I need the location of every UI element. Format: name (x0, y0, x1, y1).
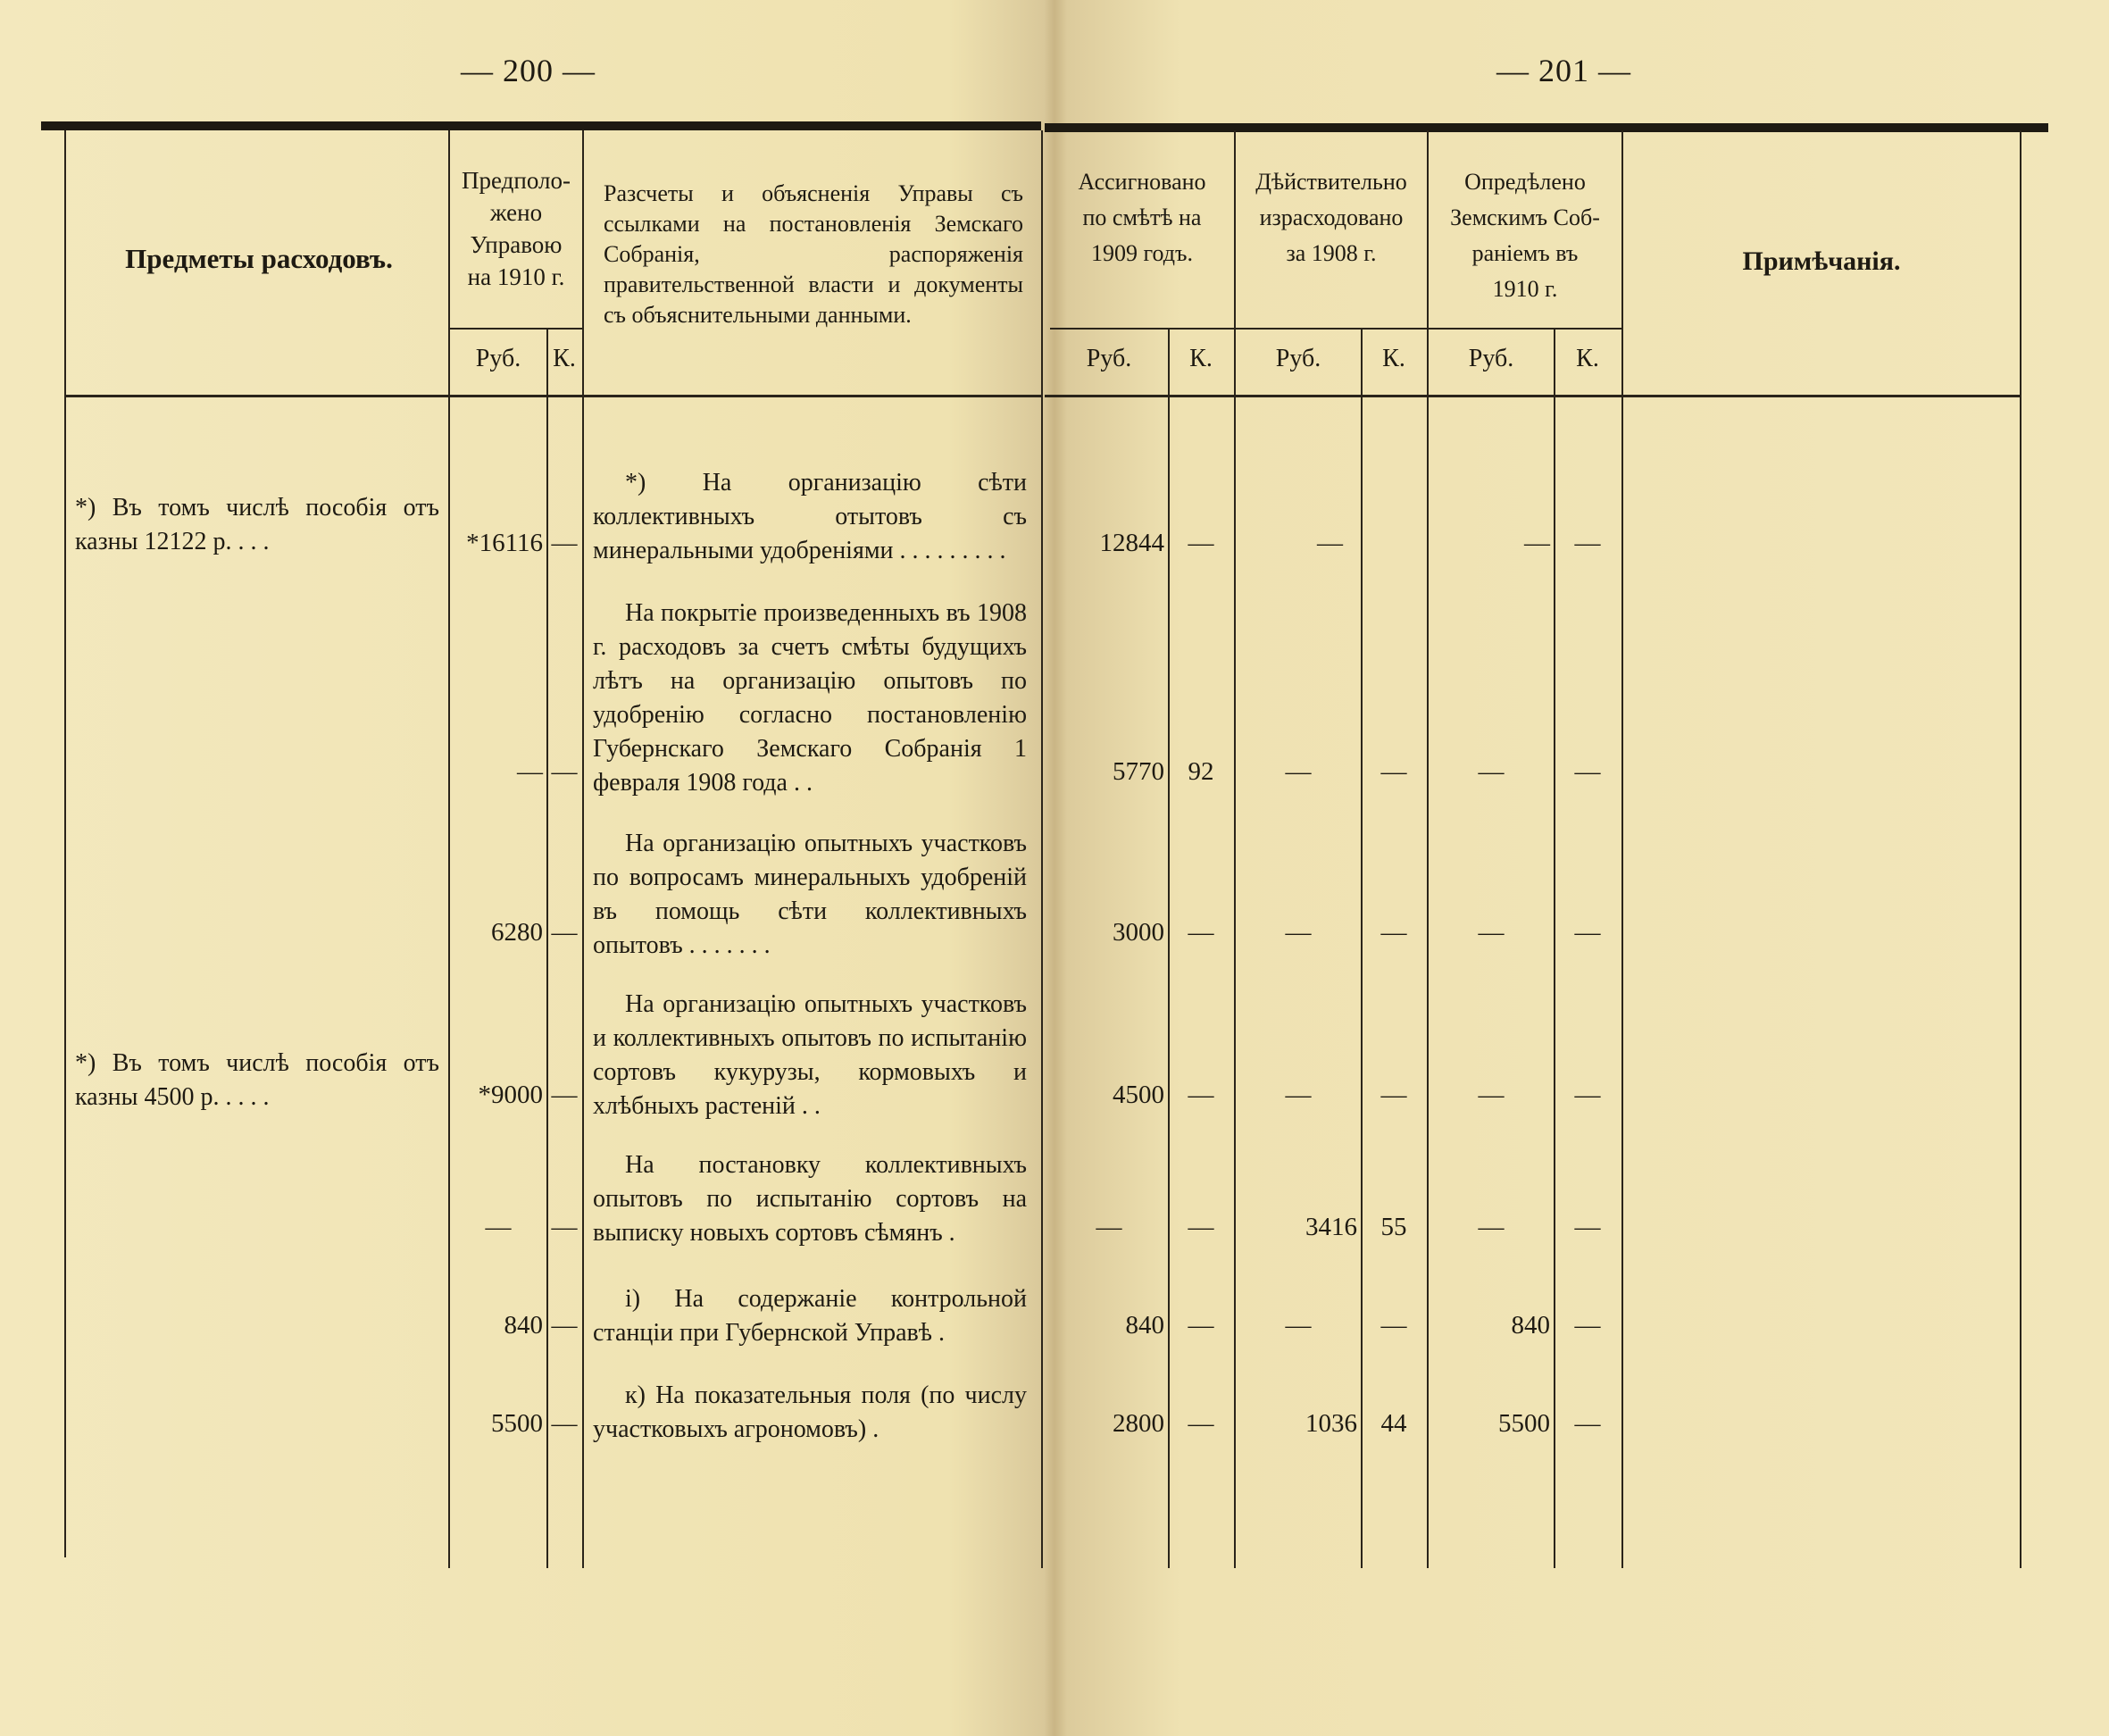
col-line-determined (1621, 130, 1623, 1568)
cell-prop-rub: 840 (504, 1311, 543, 1340)
cell-det-rub: 5500 (1498, 1409, 1550, 1438)
cell-prop-rub: *16116 (466, 529, 543, 557)
cell-prop-rub: 5500 (491, 1409, 543, 1438)
row-text: На организацію опытныхъ участковъ по вопросамъ минеральныхъ удобреній въ помощь сѣти коллективныхъ опытовъ . . . . . . . (593, 830, 1027, 959)
header-spent: Дѣйствительно израсходовано за 1908 г. (1255, 169, 1407, 266)
cell-det-rub: — (1478, 1081, 1505, 1109)
cell-det-rub: 840 (1511, 1311, 1550, 1340)
cell-asg-rub: — (1096, 1213, 1122, 1241)
cell-sp-rub: 3416 (1305, 1213, 1357, 1241)
cell-asg-rub: 3000 (1113, 918, 1164, 947)
cell-sp-rub: — (1317, 529, 1343, 557)
cell-det-rub: — (1478, 918, 1505, 947)
col-line-right-edge (2020, 130, 2021, 1568)
cell-asg-rub: 4500 (1113, 1081, 1164, 1109)
cell-asg-rub: 2800 (1113, 1409, 1164, 1438)
header-bottom-rule-left (64, 395, 1041, 397)
cell-det-kop: — (1574, 529, 1601, 557)
unit-prop-kop: К. (553, 345, 576, 372)
cell-asg-rub: 12844 (1099, 529, 1164, 557)
cell-sp-rub: — (1285, 1081, 1312, 1109)
cell-sp-kop: — (1380, 1311, 1407, 1340)
header-assigned: Ассигновано по смѣтѣ на 1909 годъ. (1078, 169, 1206, 266)
unit-asg-kop: К. (1189, 345, 1213, 372)
col-line-det-kop (1554, 328, 1555, 1568)
cell-det-kop: — (1574, 1311, 1601, 1340)
row-text: к) На показательныя поля (по числу участковыхъ агрономовъ) . (593, 1381, 1027, 1443)
cell-sp-rub: — (1285, 918, 1312, 947)
cell-sp-rub: 1036 (1305, 1409, 1357, 1438)
cell-prop-kop: — (551, 1213, 578, 1241)
unit-sp-rub: Руб. (1275, 345, 1321, 372)
col-line-asg-kop (1168, 328, 1170, 1568)
cell-prop-kop: — (551, 918, 578, 947)
page-number-right: — 201 — (1496, 53, 1631, 88)
unit-asg-rub: Руб. (1086, 345, 1132, 372)
cell-asg-kop: — (1188, 1409, 1214, 1438)
cell-asg-kop: — (1188, 1081, 1214, 1109)
col-line-left-page-edge (1041, 130, 1043, 1568)
top-rule-left (41, 121, 1041, 130)
cell-sp-kop: — (1380, 757, 1407, 786)
cell-det-rub: — (1524, 529, 1550, 557)
cell-prop-kop: — (551, 1311, 578, 1340)
row-text: *) На организацію сѣти коллективныхъ отытовъ съ минеральными удобреніями . . . . . . . . . (593, 469, 1027, 564)
cell-det-rub: — (1478, 1213, 1505, 1241)
cell-det-kop: — (1574, 1409, 1601, 1438)
cell-prop-kop: — (551, 1081, 578, 1109)
cell-asg-kop: — (1188, 918, 1214, 947)
cell-det-kop: — (1574, 757, 1601, 786)
col-line-proposed (582, 130, 584, 1568)
cell-sp-kop: — (1380, 918, 1407, 947)
cell-asg-kop: — (1188, 1213, 1214, 1241)
header-determined: Опредѣлено Земскимъ Соб- раніемъ въ 1910 г. (1450, 169, 1600, 302)
cell-prop-kop: — (551, 1409, 578, 1438)
cell-asg-kop: 92 (1188, 757, 1214, 786)
cell-det-kop: — (1574, 1213, 1601, 1241)
col-line-prop-kop (546, 328, 548, 1568)
unit-det-kop: К. (1576, 345, 1599, 372)
header-bottom-rule-right (1045, 395, 2021, 397)
cell-det-kop: — (1574, 1081, 1601, 1109)
cell-prop-kop: — (551, 529, 578, 557)
header-explanations: Разсчеты и объясненія Управы съ ссылками на постановленія Земскаго Собранія, распоряженія правительственной власти и документы съ объяснительными данными. (604, 180, 1023, 328)
cell-prop-rub: — (485, 1213, 512, 1241)
unit-sp-kop: К. (1382, 345, 1405, 372)
unit-prop-rub: Руб. (475, 345, 521, 372)
page-number-left: — 200 — (461, 53, 596, 88)
row-text: На покрытіе произведенныхъ въ 1908 г. расходовъ за счетъ смѣты будущихъ лѣтъ на организацію опытовъ по удобренію согласно постановленію Губернскаго Земскаго Собранія 1 февраля 1908 года . . (593, 599, 1027, 797)
cell-sp-kop: 44 (1380, 1409, 1407, 1438)
footnote-2: *) Въ томъ числѣ пособія отъ казны 4500 р. . . . . (75, 1049, 439, 1111)
header-subjects: Предметы расходовъ. (125, 243, 393, 274)
top-rule-right (1045, 123, 2048, 132)
cell-asg-rub: 5770 (1113, 757, 1164, 786)
unit-rule-proposed (450, 328, 582, 330)
col-line-left-edge (64, 130, 66, 1557)
cell-prop-rub: *9000 (478, 1081, 543, 1109)
cell-asg-kop: — (1188, 1311, 1214, 1340)
cell-asg-rub: 840 (1125, 1311, 1164, 1340)
footnote-1: *) Въ томъ числѣ пособія отъ казны 12122 р. . . . (75, 494, 439, 555)
header-notes: Примѣчанія. (1742, 246, 1901, 276)
col-line-sp-kop (1361, 328, 1363, 1568)
cell-prop-rub: — (517, 757, 543, 786)
cell-asg-kop: — (1188, 529, 1214, 557)
cell-sp-rub: — (1285, 757, 1312, 786)
header-proposed: Предполо- жено Управою на 1910 г. (462, 167, 571, 290)
row-text: На постановку коллективныхъ опытовъ по испытанію сортовъ на выписку новыхъ сортовъ сѣмянъ . (593, 1151, 1027, 1247)
cell-det-rub: — (1478, 757, 1505, 786)
cell-prop-kop: — (551, 757, 578, 786)
row-text: На организацію опытныхъ участковъ и коллективныхъ опытовъ по испытанію сортовъ кукурузы, кормовыхъ и хлѣбныхъ растеній . . (593, 990, 1027, 1120)
cell-prop-rub: 6280 (491, 918, 543, 947)
unit-det-rub: Руб. (1468, 345, 1514, 372)
row-text: і) На содержаніе контрольной станціи при Губернской Управѣ . (593, 1285, 1027, 1347)
cell-det-kop: — (1574, 918, 1601, 947)
cell-sp-kop: 55 (1380, 1213, 1407, 1241)
cell-sp-kop: — (1380, 1081, 1407, 1109)
unit-rule-right (1050, 328, 1621, 330)
cell-sp-rub: — (1285, 1311, 1312, 1340)
